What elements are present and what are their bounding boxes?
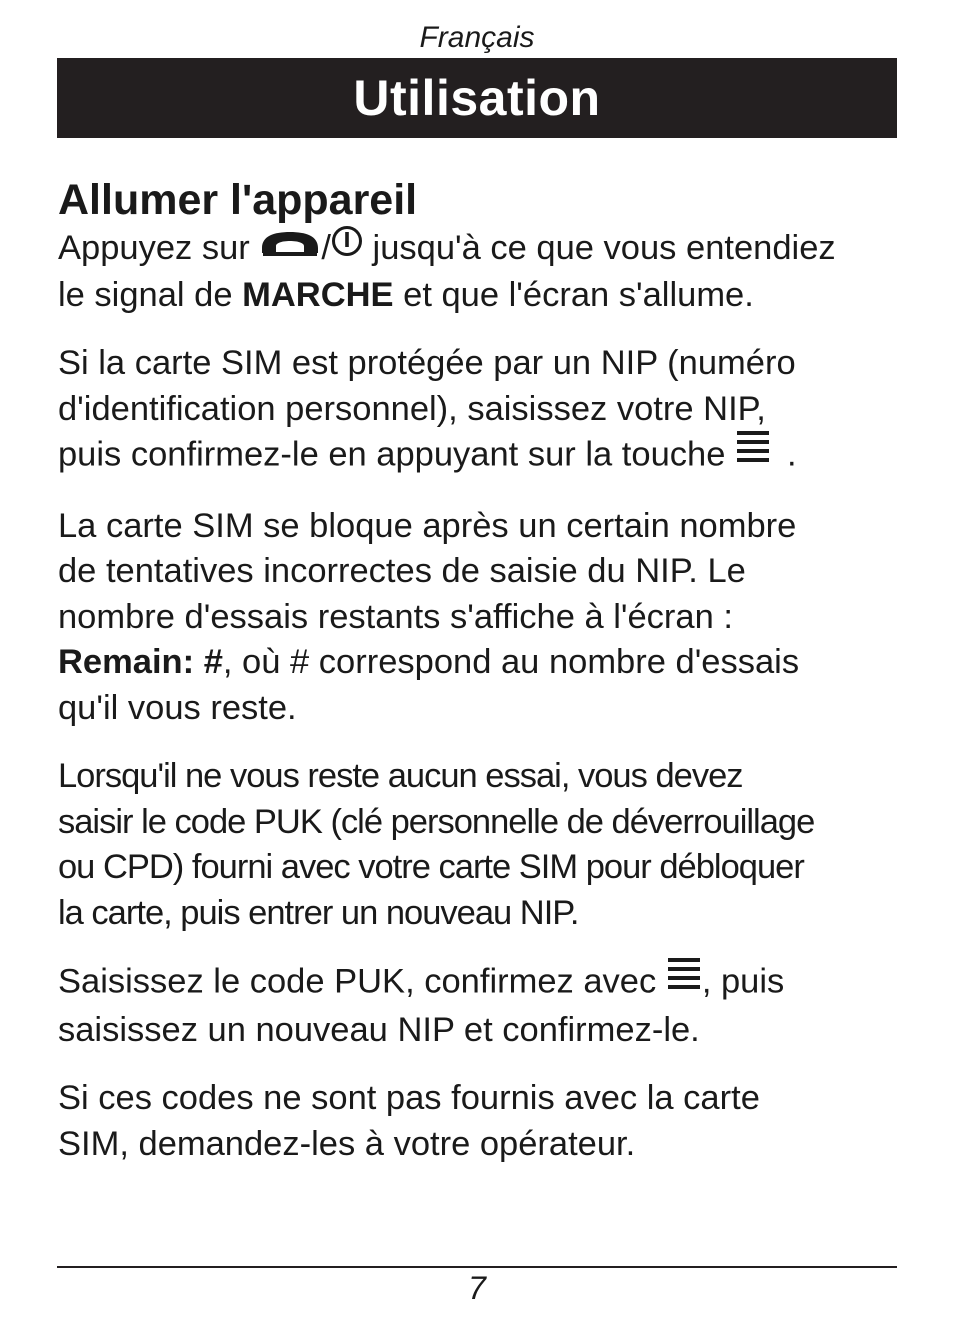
text: , puis [701, 962, 785, 1001]
slash: / [321, 229, 331, 267]
text: Lorsqu'il ne vous reste aucun essai, vous devez [58, 757, 743, 796]
text: , où # correspond au nombre d'essais [222, 643, 800, 682]
text: ou CPD) fourni avec votre carte SIM pour débloquer [58, 848, 804, 887]
section-title: Utilisation [353, 70, 601, 126]
menu-icon [735, 429, 771, 478]
text: Saisissez le code PUK, confirmez avec [58, 962, 666, 1001]
text: SIM, demandez-les à votre opérateur. [58, 1124, 636, 1163]
text: saisir le code PUK (clé personnelle de déverrouillage [58, 802, 815, 841]
text: saisissez un nouveau NIP et confirmez-le. [58, 1010, 700, 1049]
text: de tentatives incorrectes de saisie du NIP. Le [58, 552, 746, 591]
paragraph-sim-lock [58, 504, 903, 732]
bold-text: MARCHE [242, 275, 394, 314]
paragraph-power-on [58, 226, 903, 318]
power-icon [331, 224, 363, 270]
paragraph-enter-puk [58, 959, 903, 1053]
text: d'identification personnel), saisissez votre NIP, [58, 389, 766, 428]
text: jusqu'à ce que vous entendiez [362, 229, 836, 267]
text: le signal de [58, 275, 243, 314]
paragraph-operator [58, 1076, 903, 1167]
text: Si ces codes ne sont pas fournis avec la carte [58, 1079, 760, 1118]
language-label: Français [419, 21, 535, 54]
page-content [58, 174, 903, 1190]
end-call-icon [259, 224, 321, 270]
text: nombre d'essais restants s'affiche à l'écran : [58, 597, 733, 636]
text: . [786, 435, 797, 474]
text: Appuyez sur [58, 229, 260, 267]
text: Si la carte SIM est protégée par un NIP (numéro [58, 344, 796, 383]
bold-text: Remain: # [58, 643, 223, 682]
text: puis confirmez-le en appuyant sur la touche [58, 435, 735, 474]
footer-divider [57, 1266, 897, 1268]
text: la carte, puis entrer un nouveau NIP. [58, 893, 579, 932]
page-number: 7 [468, 1270, 486, 1306]
menu-icon [666, 956, 702, 1005]
text: et que l'écran s'allume. [393, 275, 754, 314]
text: La carte SIM se bloque après un certain nombre [58, 506, 797, 545]
paragraph-pin [58, 341, 903, 481]
section-banner [57, 58, 897, 138]
text: qu'il vous reste. [58, 688, 297, 727]
paragraph-puk [58, 754, 903, 936]
section-heading: Allumer l'appareil [58, 176, 418, 224]
